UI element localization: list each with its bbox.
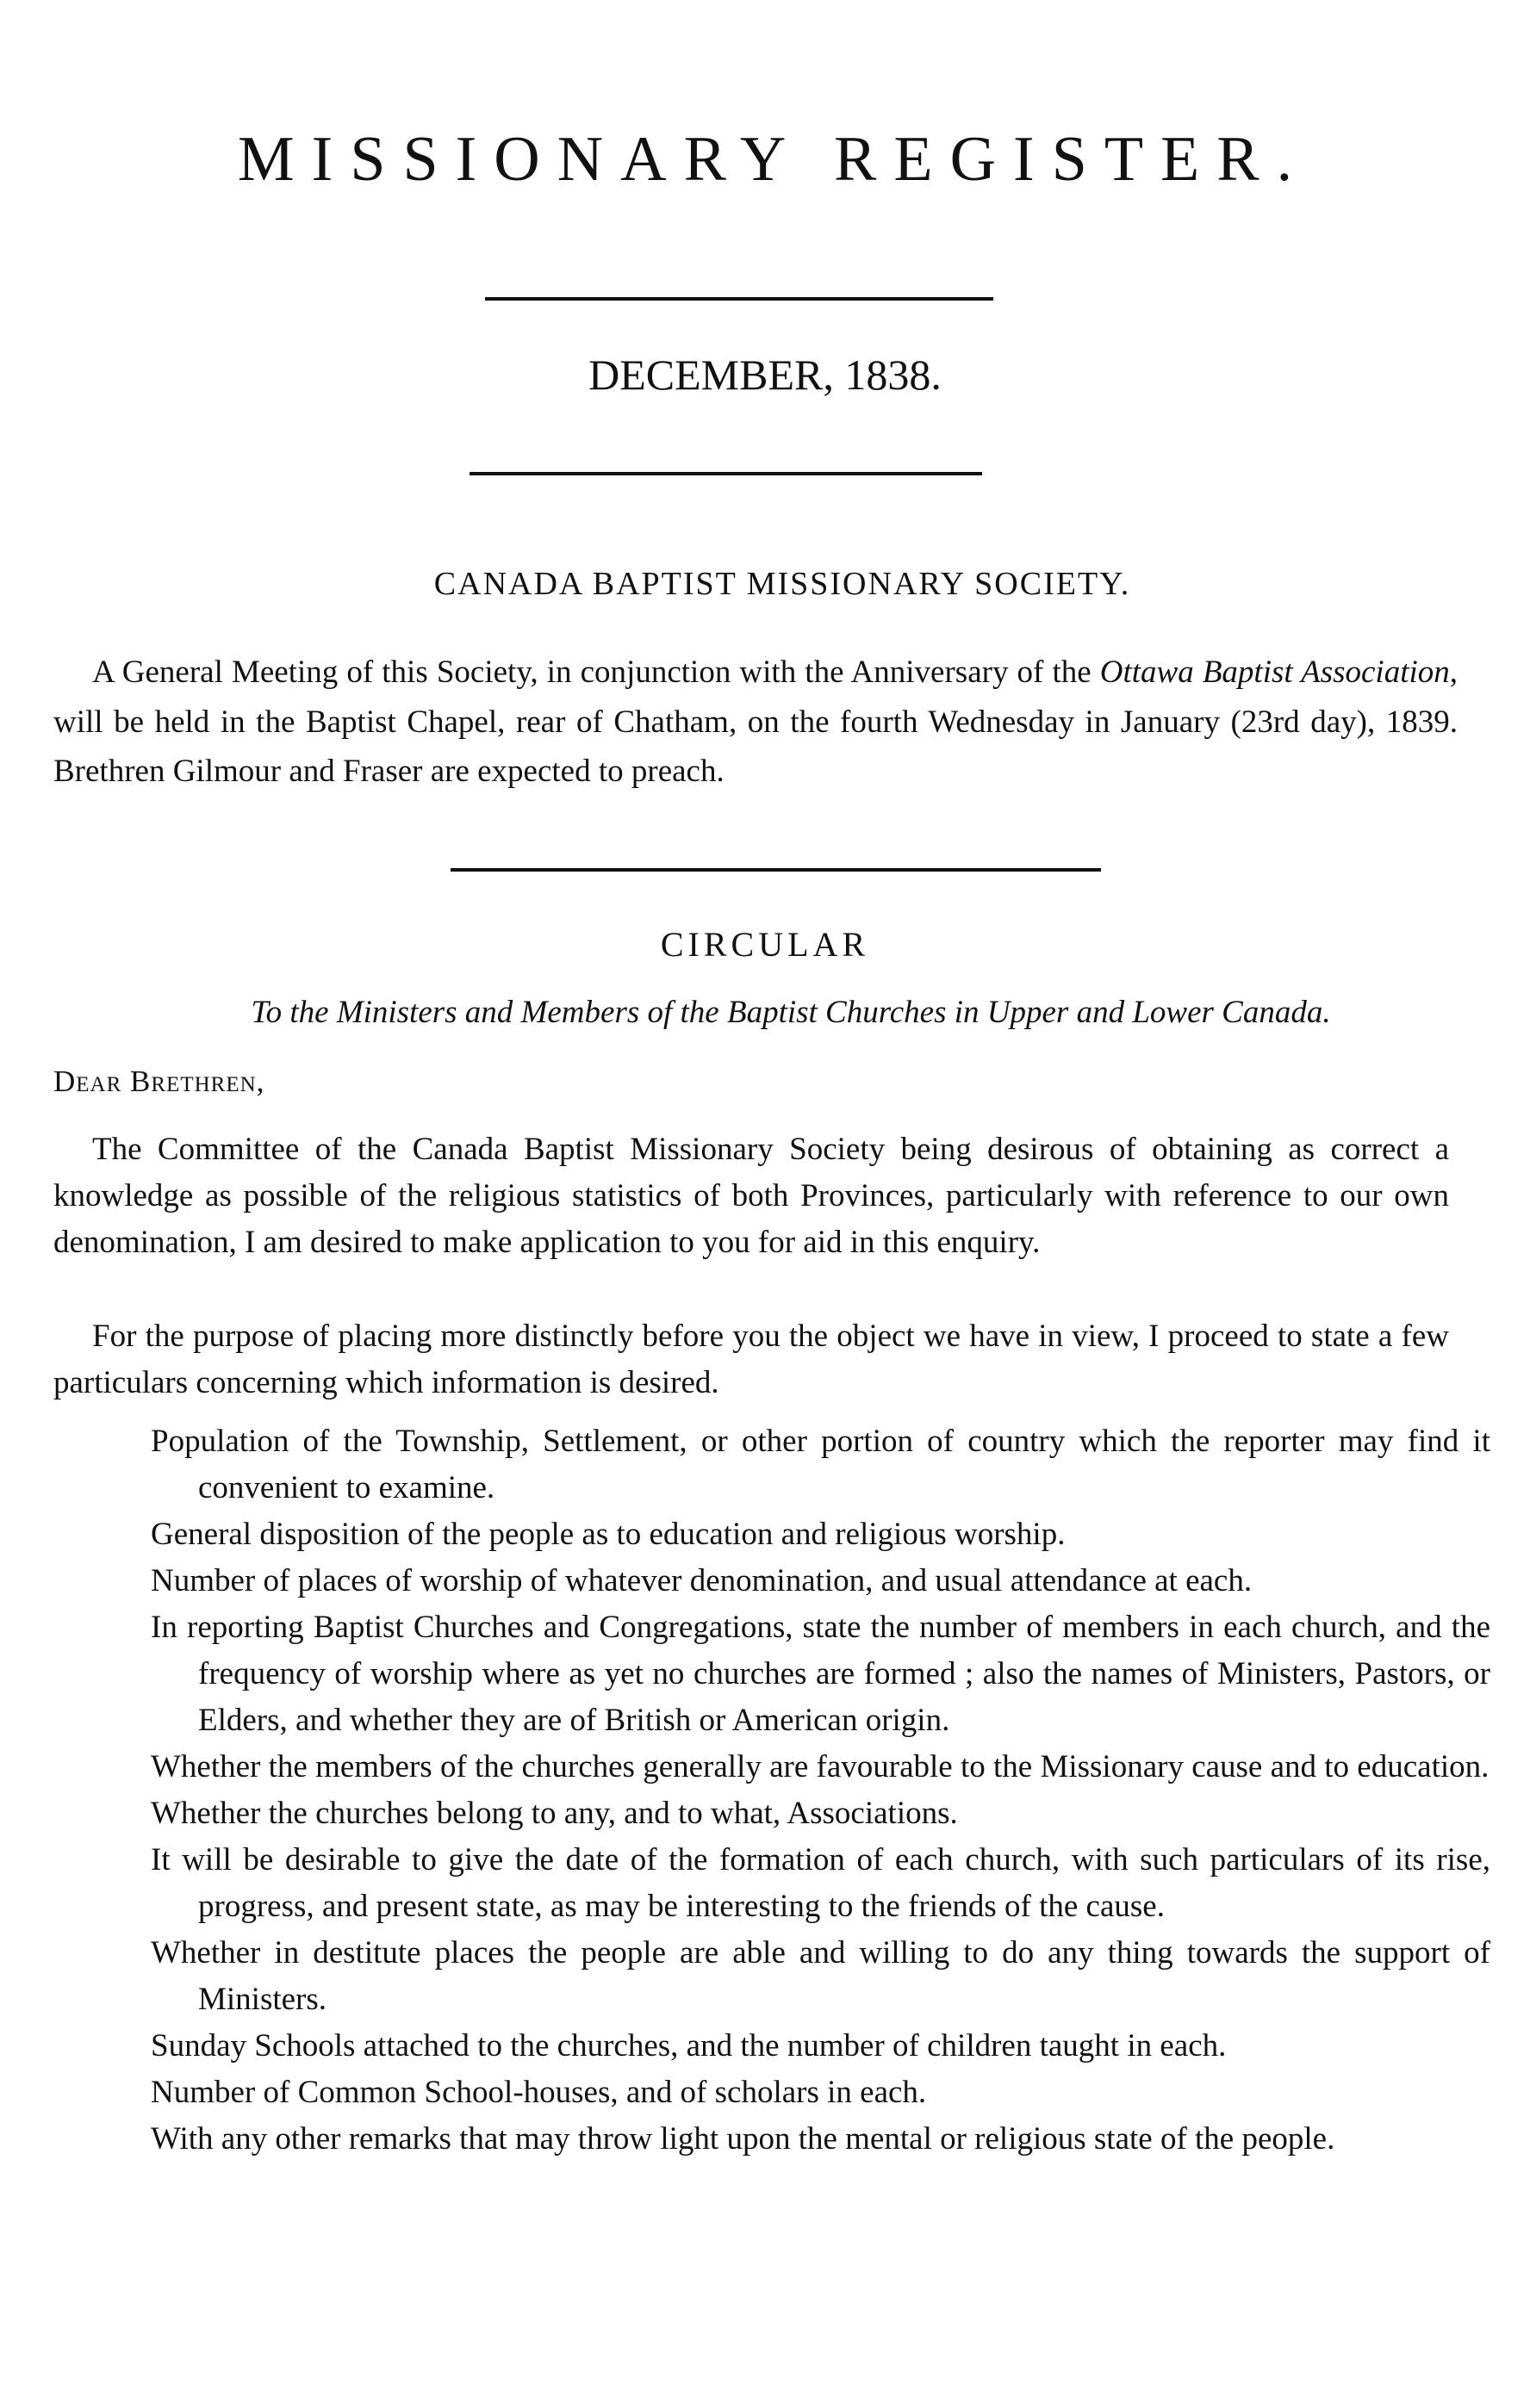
list-item: Number of places of worship of whatever denomination, and usual attendance at each. xyxy=(151,1563,1253,1598)
notice-text: , will be held in the Baptist Chapel, rear of Chatham, on the fourth Wednesday in January (23rd day), 1839. Brethren Gilmour and Fraser are expected to preach. xyxy=(53,655,1458,789)
circular-title: CIRCULAR xyxy=(660,925,870,964)
meeting-notice xyxy=(53,648,1458,797)
list-item: Whether the members of the churches generally are favourable to the Missionary cause and to education. xyxy=(151,1749,1490,1784)
list-item: With any other remarks that may throw light upon the mental or religious state of the people. xyxy=(151,2121,1335,2157)
list-item: It will be desirable to give the date of the formation of each church, with such particulars of its rise, progress, and present state, as may be interesting to the friends of the cause. xyxy=(151,1842,1490,1924)
divider-rule xyxy=(470,472,982,475)
list-item: Whether in destitute places the people are able and willing to do any thing towards the support of Ministers. xyxy=(151,1935,1490,2017)
salutation: Dear Brethren, xyxy=(53,1064,265,1098)
divider-rule xyxy=(485,297,993,301)
list-item: General disposition of the people as to education and religious worship. xyxy=(151,1517,1066,1552)
list-item: Number of Common School-houses, and of scholars in each. xyxy=(151,2075,927,2110)
body-paragraph: The Committee of the Canada Baptist Missionary Society being desirous of obtaining as correct a knowledge as possible of the religious statistics of both Provinces, particularly with reference to our own denomination, I am desired to make application to you for aid in this enquiry. xyxy=(53,1132,1449,1260)
information-items-list xyxy=(0,1418,1490,2163)
notice-text: A General Meeting of this Society, in conjunction with the Anniversary of the xyxy=(92,655,1100,690)
list-item: Population of the Township, Settlement, or other portion of country which the reporter may find it convenient to examine. xyxy=(151,1424,1490,1505)
notice-italic-text: Ottawa Baptist Association xyxy=(1099,655,1450,690)
list-item: Sunday Schools attached to the churches, and the number of children taught in each. xyxy=(151,2028,1227,2064)
issue-date: DECEMBER, 1838. xyxy=(588,351,942,399)
list-item: Whether the churches belong to any, and to what, Associations. xyxy=(151,1796,958,1831)
body-paragraph: For the purpose of placing more distinctly before you the object we have in view, I proceed to state a few particulars concerning which information is desired. xyxy=(53,1319,1449,1400)
society-heading: CANADA BAPTIST MISSIONARY SOCIETY. xyxy=(433,566,1131,602)
masthead-title: MISSIONARY REGISTER. xyxy=(237,124,1310,195)
divider-rule xyxy=(451,868,1101,872)
circular-address: To the Ministers and Members of the Baptist Churches in Upper and Lower Canada. xyxy=(251,995,1331,1030)
list-item: In reporting Baptist Churches and Congregations, state the number of members in each church, and the frequency of worship where as yet no churches are formed ; also the names of Ministers, Pastors, or Elders, and whether they are of British or American origin. xyxy=(151,1610,1490,1738)
